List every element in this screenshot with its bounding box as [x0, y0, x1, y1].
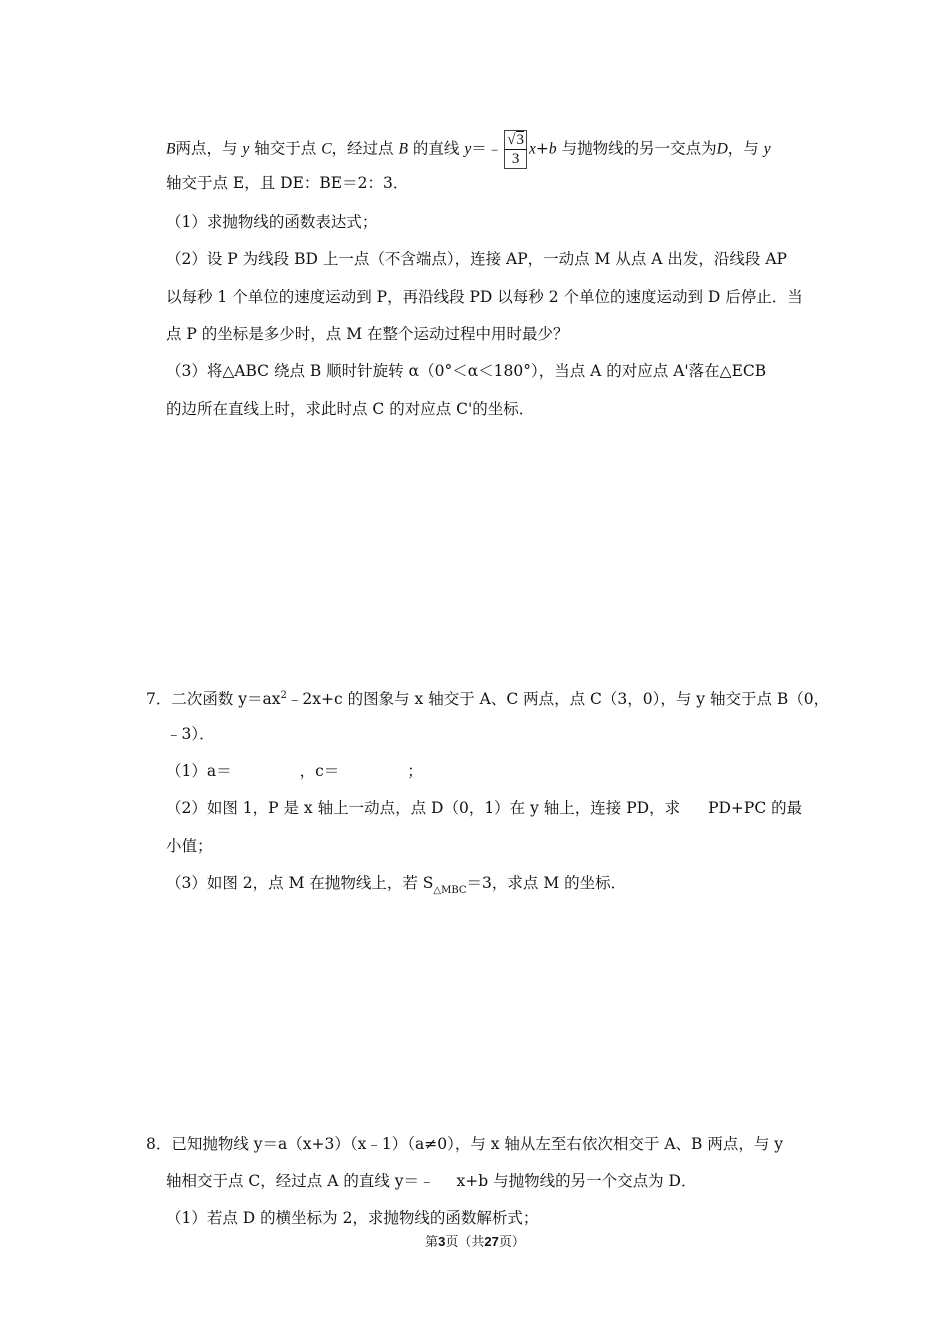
q6-text: ＝﹣: [471, 139, 503, 158]
q6-text: x: [529, 140, 536, 158]
q6-text: 的直线: [412, 139, 460, 158]
q6-part-3-line-2: 的边所在直线上时，求此时点 C 的对应点 C'的坐标．: [166, 400, 535, 418]
page-total: 27: [484, 1234, 499, 1249]
sqrt3-over-3-fraction: [504, 130, 527, 169]
fraction-numerator: 3: [516, 132, 524, 148]
q7-text: （2）如图 1，P 是 x 轴上一动点，点 D（0，1）在 y 轴上，连接 PD，求: [166, 799, 681, 817]
q6-text: 轴交于点: [254, 139, 317, 158]
q7-text: ﹣2x+c 的图象与 x 轴交于 A、C 两点，点 C（3，0），与 y 轴交于点 B（0，: [286, 690, 830, 708]
q6-part-2-line-1: （2）设 P 为线段 BD 上一点（不含端点），连接 AP，一动点 M 从点 A 出发，沿线段 AP: [166, 250, 787, 268]
q7-part-3: [166, 873, 626, 901]
footer-text: 页（共: [445, 1235, 485, 1250]
q6-text: 与抛物线的另一交点为: [561, 139, 717, 158]
q7-line-2: ﹣3）．: [166, 725, 215, 743]
q6-text: y: [763, 140, 771, 158]
q8-line-1: 8．已知抛物线 y＝a（x+3）（x﹣1）（a≠0），与 x 轴从左至右依次相交于 A、B 两点，与 y: [146, 1135, 784, 1153]
q6-line-1: [166, 130, 771, 169]
q6-line-2: 轴交于点 E，且 DE：BE＝2：3．: [166, 174, 409, 192]
q6-text: ，与: [727, 139, 759, 158]
q6-text: y: [242, 140, 250, 158]
q8-line-2: [166, 1171, 696, 1191]
q6-part-2-line-2: 以每秒 1 个单位的速度运动到 P，再沿线段 PD 以每秒 2 个单位的速度运动到 D 后停止．当: [166, 288, 803, 306]
q7-text: （1）a＝: [166, 762, 232, 780]
fraction-denominator: 3: [504, 150, 527, 169]
q6-text: y: [464, 140, 472, 158]
q7-text: ，c＝: [299, 762, 340, 780]
q7-part-2-line-1: [166, 798, 802, 818]
page-number: 3: [438, 1234, 446, 1249]
area-subscript: △MBC: [433, 885, 467, 896]
q6-text: B: [166, 140, 176, 158]
q7-text: 7．二次函数 y＝ax: [146, 690, 281, 708]
q7-text: ＝3，求点 M 的坐标．: [466, 874, 627, 892]
q7-text: PD+PC 的最: [708, 799, 803, 817]
q6-text: b: [548, 140, 557, 158]
q6-text: 两点，与: [175, 139, 238, 158]
q6-text: B: [398, 140, 408, 158]
exponent: 2: [280, 690, 287, 701]
q8-part-1: （1）若点 D 的横坐标为 2，求抛物线的函数解析式；: [166, 1209, 539, 1227]
q7-part-1: [166, 761, 423, 781]
q6-part-1: （1）求抛物线的函数表达式；: [166, 213, 378, 231]
q6-text: C: [321, 140, 332, 158]
q7-text: （3）如图 2，点 M 在抛物线上，若 S: [166, 874, 434, 892]
footer-text: 第: [425, 1235, 439, 1250]
sqrt-icon: √3: [507, 132, 524, 148]
q7-line-1: [146, 686, 829, 709]
q8-text: x+b 与抛物线的另一个交点为 D．: [456, 1172, 697, 1190]
q6-text: ，经过点: [331, 139, 394, 158]
q6-text: +: [535, 139, 549, 158]
q7-part-2-line-2: 小值；: [166, 837, 213, 855]
q8-text: 轴相交于点 C，经过点 A 的直线 y＝﹣: [166, 1172, 435, 1190]
page-footer: [0, 1231, 950, 1250]
q6-part-3-line-1: （3）将△ABC 绕点 B 顺时针旋转 α（0°＜α＜180°），当点 A 的对应点 A'落在△ECB: [166, 362, 767, 380]
q6-part-2-line-3: 点 P 的坐标是多少时，点 M 在整个运动过程中用时最少？: [166, 325, 569, 343]
footer-text: 页）: [498, 1235, 525, 1250]
q6-text: D: [716, 140, 728, 158]
q7-text: ；: [407, 762, 423, 780]
